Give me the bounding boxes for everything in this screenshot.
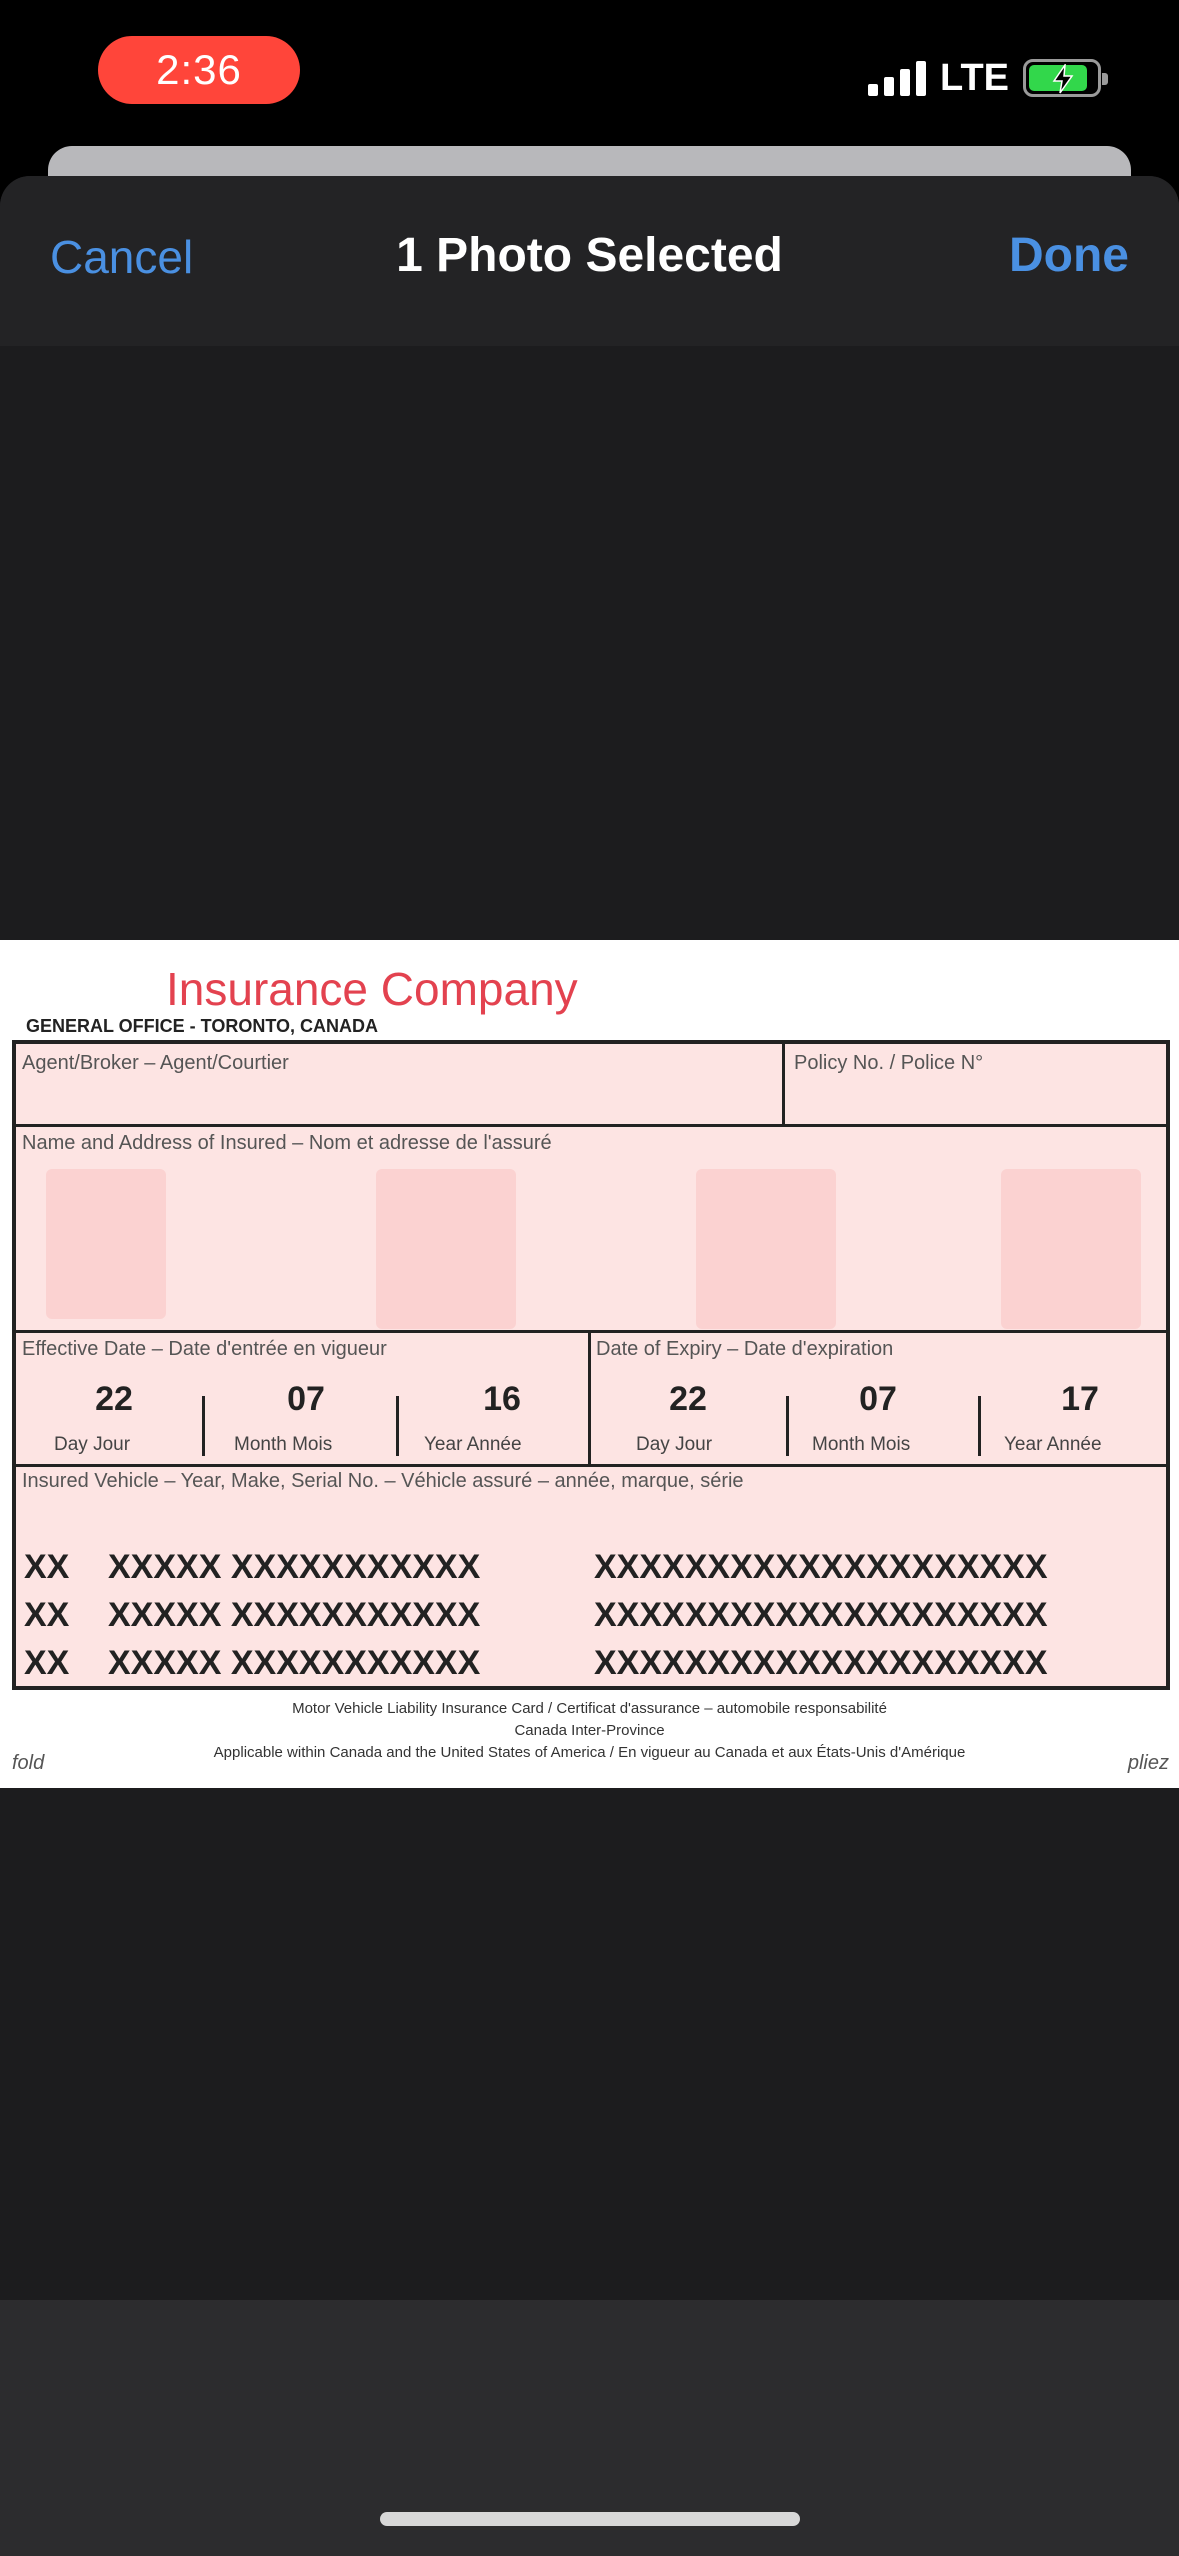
status-bar [0, 0, 1179, 145]
cancel-button[interactable]: Cancel [50, 231, 194, 283]
vehicle-2-serial: XXXXXXXXXXXXXXXXXXXX [594, 1596, 1048, 1634]
nav-bar [0, 176, 1179, 346]
photo-picker-sheet [0, 176, 1179, 2556]
effective-date-label: Effective Date – Date d'entrée en vigueur [22, 1338, 387, 1360]
effective-day-caption: Day Jour [54, 1434, 131, 1455]
fold-label-right: pliez [1127, 1752, 1169, 1774]
effective-year: 16 [483, 1380, 521, 1418]
expiry-month-caption: Month Mois [812, 1434, 911, 1455]
vehicle-2-year: XX [24, 1596, 70, 1634]
expiry-year-caption: Year Année [1004, 1434, 1102, 1455]
policy-label: Policy No. / Police N° [794, 1052, 984, 1074]
status-indicators [868, 54, 1101, 102]
home-indicator[interactable] [380, 2512, 800, 2526]
card-footer-line-2: Canada Inter-Province [514, 1722, 665, 1739]
network-type: LTE [940, 56, 1009, 99]
vehicle-3-year: XX [24, 1644, 70, 1682]
expiry-date-label: Date of Expiry – Date d'expiration [596, 1338, 894, 1360]
vehicle-label: Insured Vehicle – Year, Make, Serial No. – Véhicle assuré – année, marque, série [22, 1470, 744, 1492]
vehicle-1-make: XXXXX XXXXXXXXXXX [108, 1548, 481, 1586]
charging-bolt-icon [1048, 64, 1078, 94]
vehicle-1-serial: XXXXXXXXXXXXXXXXXXXX [594, 1548, 1048, 1586]
card-footer-line-1: Motor Vehicle Liability Insurance Card / Certificat d'assurance – automobile responsabilité [292, 1700, 887, 1717]
vehicle-2-make: XXXXX XXXXXXXXXXX [108, 1596, 481, 1634]
insured-label: Name and Address of Insured – Nom et adresse de l'assuré [22, 1132, 552, 1154]
card-company-name: Insurance Company [166, 963, 578, 1015]
effective-month: 07 [287, 1380, 325, 1418]
vehicle-1-year: XX [24, 1548, 70, 1586]
insurance-card [12, 1040, 1170, 1690]
done-button[interactable]: Done [1009, 229, 1129, 282]
card-footer-line-3: Applicable within Canada and the United States of America / En vigueur au Canada et aux États-Unis d'Amérique [213, 1744, 966, 1761]
selected-photo[interactable] [0, 940, 1179, 1788]
vehicle-3-serial: XXXXXXXXXXXXXXXXXXXX [594, 1644, 1048, 1682]
expiry-day: 22 [669, 1380, 707, 1418]
vehicle-3-make: XXXXX XXXXXXXXXXX [108, 1644, 481, 1682]
effective-month-caption: Month Mois [234, 1434, 333, 1455]
page-title: 1 Photo Selected [396, 229, 783, 282]
battery-icon [1023, 59, 1101, 97]
effective-day: 22 [95, 1380, 133, 1418]
status-time[interactable]: 2:36 [98, 36, 300, 104]
effective-year-caption: Year Année [424, 1434, 522, 1455]
card-office: GENERAL OFFICE - TORONTO, CANADA [26, 1016, 379, 1036]
fold-label-left: fold [12, 1752, 45, 1774]
cellular-signal-icon [868, 60, 926, 96]
expiry-year: 17 [1061, 1380, 1099, 1418]
expiry-day-caption: Day Jour [636, 1434, 713, 1455]
agent-label: Agent/Broker – Agent/Courtier [22, 1052, 289, 1074]
expiry-month: 07 [859, 1380, 897, 1418]
